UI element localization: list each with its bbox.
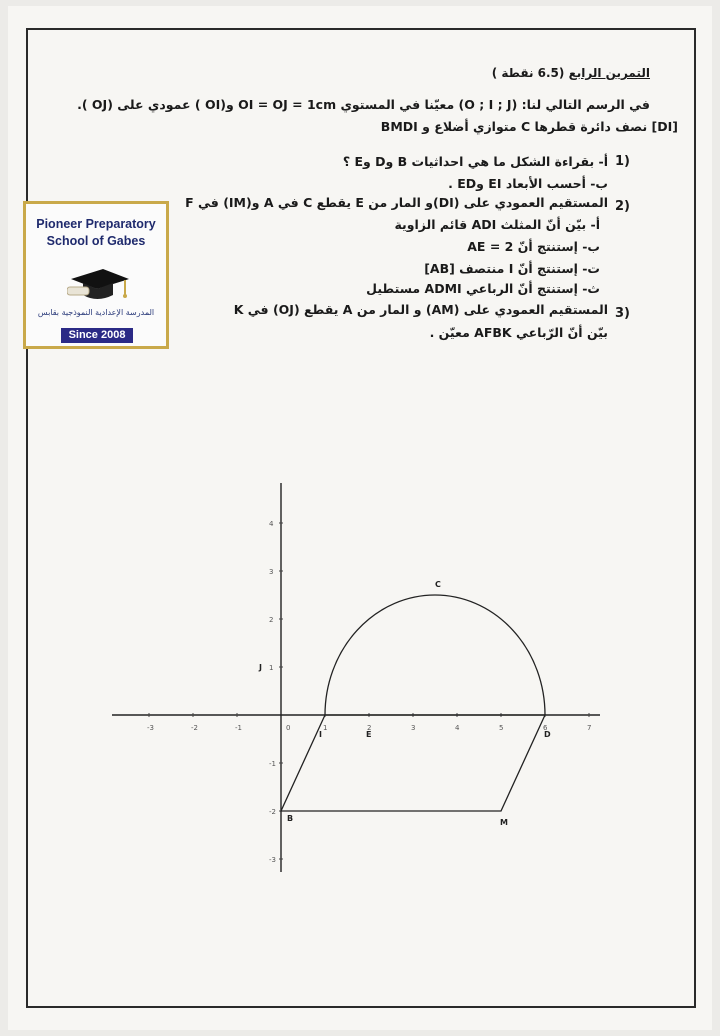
intro-line-1: في الرسم التالي لنا: (O ; I ; J) معيّنا في المستوي OI = OJ = 1cm و(OI ) عمودي على (OJ ). (77, 97, 650, 112)
x-tick-label: -2 (191, 724, 198, 732)
question-3-statement: المستقيم العمودي على (AM) و المار من A يقطع (OJ) في K (233, 302, 608, 317)
question-2a: أ- بيّن أنّ المثلث ADI قائم الزاوية (394, 217, 600, 232)
unit-j-label: J (259, 663, 262, 672)
semicircle-c (325, 595, 545, 715)
question-1-number: 1) (615, 154, 630, 169)
point-label-b: B (287, 814, 294, 823)
question-2d: ث- إستنتج أنّ الرباعي ADMI مستطيل (366, 281, 600, 296)
point-label-c: C (435, 580, 441, 589)
question-2b: ب- إستنتج أنّ AE = 2 (467, 239, 600, 254)
question-3a: بيّن أنّ الرّباعي AFBK معيّن . (429, 325, 608, 340)
y-tick-label: -2 (269, 808, 276, 816)
figure-shapes (281, 595, 545, 811)
since-badge: Since 2008 (61, 328, 133, 343)
x-tick-label: 2 (367, 724, 372, 732)
x-tick-label: 7 (587, 724, 592, 732)
point-label-m: M (500, 818, 508, 827)
question-3-number: 3) (615, 306, 630, 321)
exercise-points: (6.5 نقطة ) (491, 66, 565, 80)
question-1b: ب- أحسب الأبعاد EI وED . (448, 176, 608, 191)
y-tick-label: 4 (269, 520, 274, 528)
x-tick-label: 5 (499, 724, 504, 732)
x-tick-label: -3 (147, 724, 154, 732)
y-tick-label: -3 (269, 856, 276, 864)
origin-label: 0 (286, 724, 291, 732)
axes (112, 483, 600, 872)
point-labels (287, 580, 551, 827)
y-tick-label: 1 (269, 664, 274, 672)
y-tick-label: 3 (269, 568, 274, 576)
question-2-statement: المستقيم العمودي على (DI)و المار من E يقطع C في A و(IM) في F (185, 195, 608, 210)
x-tick-label: 1 (323, 724, 328, 732)
y-tick-label: -1 (269, 760, 276, 768)
x-tick-label: -1 (235, 724, 242, 732)
school-name-line-2: School of Gabes (46, 234, 146, 248)
x-tick-label: 3 (411, 724, 416, 732)
question-2c: ت- إستنتج أنّ I منتصف [AB] (424, 261, 600, 276)
intro-line-2: BMDI متوازي أضلاع و C نصف دائرة قطرها [DI] (380, 119, 678, 134)
point-label-d: D (544, 730, 551, 739)
question-2-number: 2) (615, 199, 630, 214)
exercise-title-label: التمرين الرابع (568, 66, 650, 80)
question-1a: أ- بقراءة الشكل ما هي احداثيات B وD وE ؟ (342, 154, 608, 169)
school-name-arabic: المدرسة الإعدادية النموذجية بقابس (37, 308, 155, 317)
y-tick-label: 2 (269, 616, 274, 624)
school-name-line-1: Pioneer Preparatory (36, 217, 156, 231)
x-tick-label: 6 (543, 724, 548, 732)
point-label-e: E (366, 730, 372, 739)
x-tick-label: 4 (455, 724, 460, 732)
point-label-i: I (319, 730, 322, 739)
